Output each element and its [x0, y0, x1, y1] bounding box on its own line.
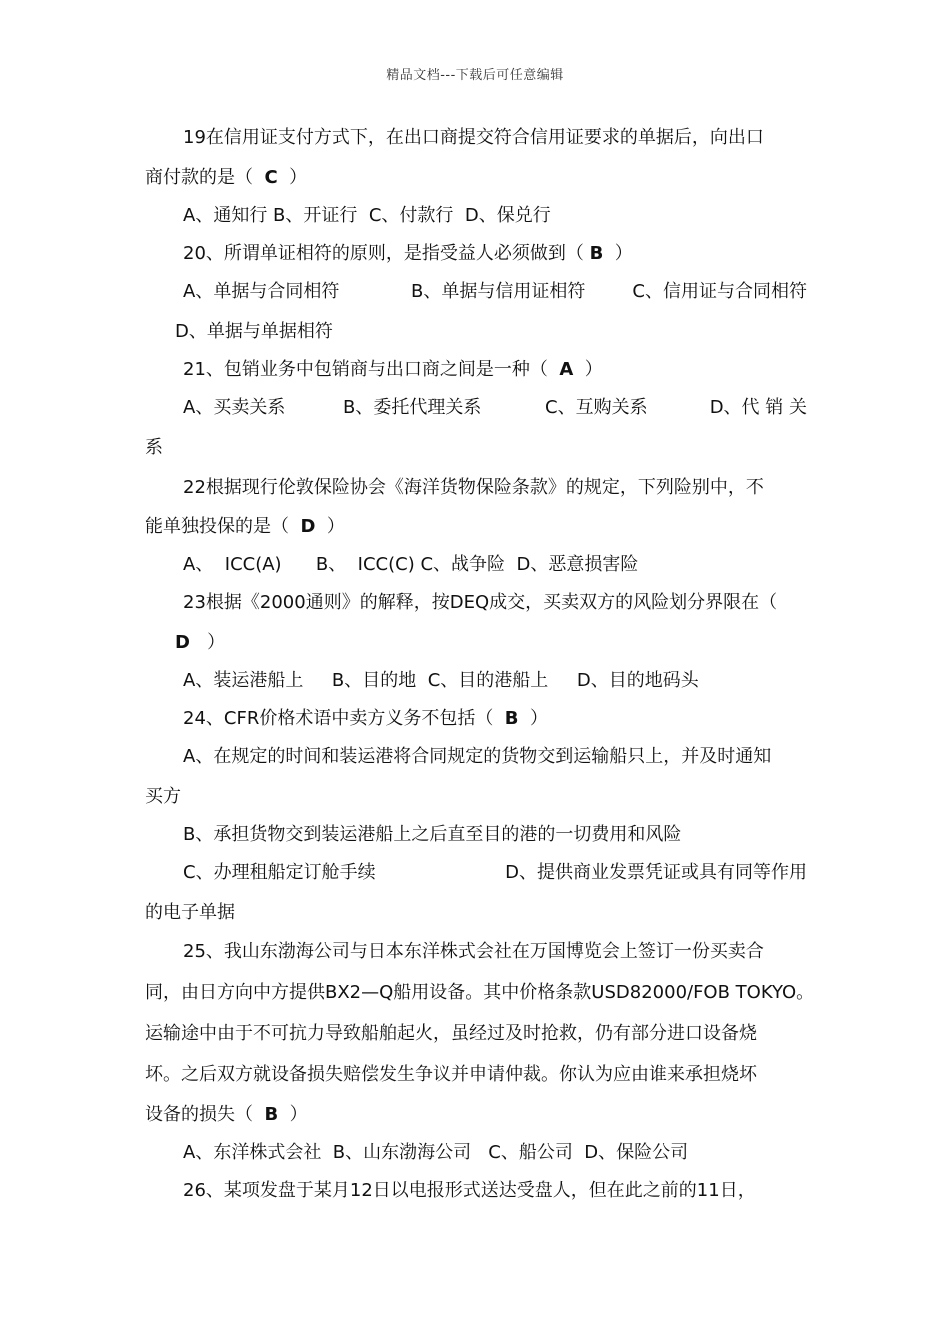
q24-bracket: ）: [518, 708, 548, 729]
q25-stem-line5: [145, 1103, 308, 1127]
q20-stem: [183, 242, 633, 266]
q24-option-d: D、提供商业发票凭证或具有同等作用: [505, 862, 807, 883]
q19-stem-text: 商付款的是（: [145, 167, 265, 188]
q22-stem-line2: [145, 515, 345, 539]
q20-option-b: B、单据与信用证相符: [411, 281, 586, 302]
q22-options: A、 ICC(A) B、 ICC(C) C、战争险 D、恶意损害险: [183, 554, 639, 575]
q25-stem-text: 设备的损失（: [145, 1104, 265, 1125]
q25-stem-line1: 25、我山东渤海公司与日本东洋株式会社在万国博览会上签订一份买卖合: [183, 941, 764, 962]
q22-answer: D: [300, 516, 316, 537]
q21-option-a: A、买卖关系: [183, 397, 286, 418]
q19-options: A、通知行 B、开证行 C、付款行 D、保兑行: [183, 205, 551, 226]
page-header: 精品文档---下载后可任意编辑: [386, 68, 564, 83]
q19-stem-line1: 19在信用证支付方式下，在出口商提交符合信用证要求的单据后，向出口: [183, 127, 764, 148]
q21-option-c: C、互购关系: [545, 397, 648, 418]
q24-stem-text: 24、CFR价格术语中卖方义务不包括（: [183, 708, 505, 729]
q26-stem-line1: 26、某项发盘于某月12日以电报形式送达受盘人，但在此之前的11日，: [183, 1180, 756, 1201]
q19-answer: C: [264, 167, 278, 188]
q24-option-a-cont: 买方: [145, 786, 181, 807]
q24-option-c: C、办理租船定订舱手续: [183, 862, 376, 883]
q24-stem: [183, 707, 548, 731]
q19-stem-line2: [145, 166, 307, 190]
q22-stem-line1: 22根据现行伦敦保险协会《海洋货物保险条款》的规定，下列险别中，不: [183, 477, 764, 498]
q24-option-b: B、承担货物交到装运港船上之后直至目的港的一切费用和风险: [183, 824, 682, 845]
q23-options: A、装运港船上 B、目的地 C、目的港船上 D、目的地码头: [183, 670, 699, 691]
q23-bracket: ）: [189, 632, 226, 653]
q20-option-a: A、单据与合同相符: [183, 281, 340, 302]
q25-stem-line2: 同，由日方向中方提供BX2—Q船用设备。其中价格条款USD82000/FOB TOKYO。: [145, 982, 815, 1003]
q20-option-d: D、单据与单据相符: [175, 321, 333, 342]
q24-option-d-cont: 的电子单据: [145, 902, 235, 923]
q25-answer: B: [264, 1104, 279, 1125]
q21-option-d-cont: 系: [145, 437, 163, 458]
q20-option-c: C、信用证与合同相符: [632, 281, 807, 302]
q24-answer: B: [504, 708, 519, 729]
q22-bracket: ）: [315, 516, 345, 537]
q21-bracket: ）: [573, 359, 603, 380]
q24-option-a: A、在规定的时间和装运港将合同规定的货物交到运输船只上，并及时通知: [183, 746, 772, 767]
q21-answer: A: [559, 359, 574, 380]
q23-answer: D: [175, 632, 190, 653]
q20-answer: B: [589, 243, 604, 264]
q21-option-d: D、代 销 关: [709, 397, 807, 418]
q25-bracket: ）: [278, 1104, 308, 1125]
q21-stem-text: 21、包销业务中包销商与出口商之间是一种（: [183, 359, 560, 380]
q20-stem-text: 20、所谓单证相符的原则，是指受益人必须做到（: [183, 243, 590, 264]
q25-stem-line4: 坏。之后双方就设备损失赔偿发生争议并申请仲裁。你认为应由谁来承担烧坏: [145, 1064, 757, 1085]
q21-stem: [183, 358, 603, 382]
q19-bracket: ）: [277, 167, 308, 188]
q21-option-b: B、委托代理关系: [343, 397, 482, 418]
q20-bracket: ）: [603, 243, 633, 264]
q25-options: A、东洋株式会社 B、山东渤海公司 C、船公司 D、保险公司: [183, 1142, 689, 1163]
q23-stem-line1: 23根据《2000通则》的解释，按DEQ成交，买卖双方的风险划分界限在（: [183, 592, 778, 613]
q23-stem-line2: [175, 631, 225, 655]
q22-stem-text: 能单独投保的是（: [145, 516, 301, 537]
q25-stem-line3: 运输途中由于不可抗力导致船舶起火，虽经过及时抢救，仍有部分进口设备烧: [145, 1023, 757, 1044]
